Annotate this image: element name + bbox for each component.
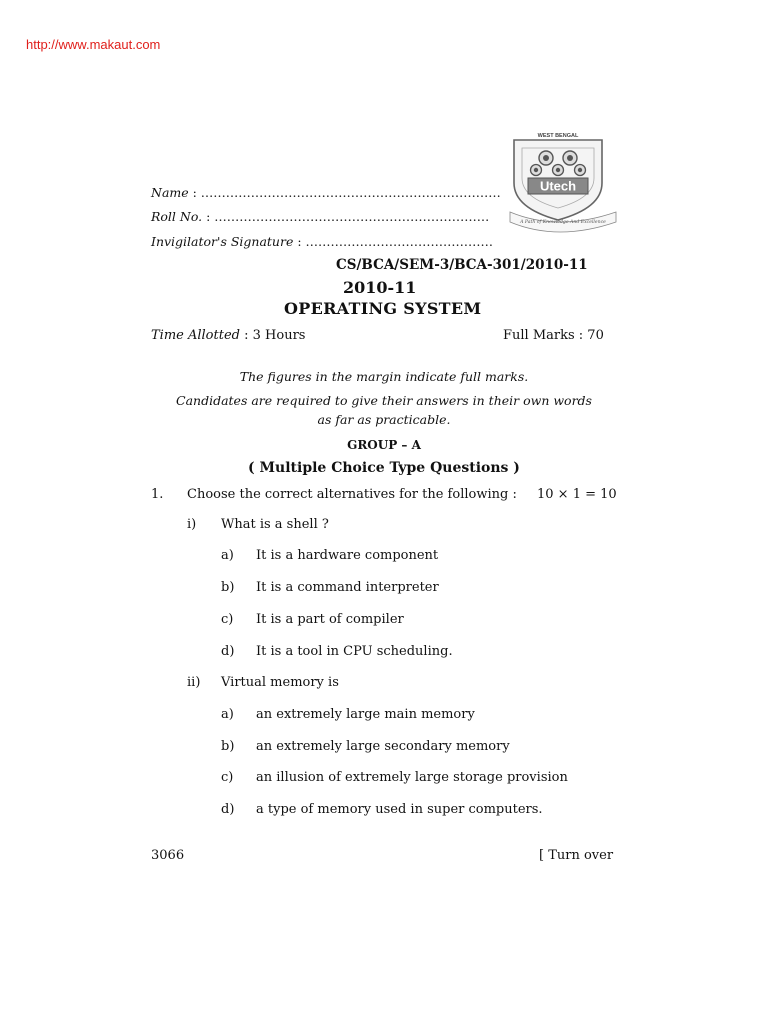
- full-marks: Full Marks : 70: [503, 328, 604, 343]
- time-allotted: [151, 328, 305, 343]
- name-label: Name: [151, 185, 189, 200]
- question-text: Choose the correct alternatives for the following :: [187, 487, 517, 502]
- subquestion-text: Virtual memory is: [221, 675, 339, 690]
- question-marks: 10 × 1 = 10: [537, 487, 617, 502]
- invigilator-signature-blank: : ………………………………………: [297, 234, 494, 249]
- time-allotted-label: Time Allotted: [151, 328, 240, 343]
- option-text: It is a command interpreter: [256, 580, 439, 595]
- invigilator-signature-label: Invigilator's Signature: [151, 234, 294, 249]
- option-key: c): [221, 612, 234, 627]
- option-key: c): [221, 770, 234, 785]
- exam-year: 2010-11: [343, 278, 417, 297]
- option-key: d): [221, 644, 235, 659]
- logo-top-text-1: WEST BENGAL: [537, 133, 579, 139]
- option-text: an illusion of extremely large storage provision: [256, 770, 568, 785]
- option-text: an extremely large main memory: [256, 707, 475, 722]
- subject-title: OPERATING SYSTEM: [284, 299, 482, 318]
- instruction-line-1: The figures in the margin indicate full marks.: [239, 369, 529, 384]
- option-text: It is a tool in CPU scheduling.: [256, 644, 453, 659]
- roll-number-label: Roll No.: [151, 209, 203, 224]
- option-key: d): [221, 802, 235, 817]
- option-text: It is a part of compiler: [256, 612, 404, 627]
- roll-number-field: [151, 209, 489, 224]
- name-blank: : ………………………………………………………………: [192, 185, 501, 200]
- option-key: a): [221, 707, 234, 722]
- university-logo: [506, 128, 622, 233]
- option-text: a type of memory used in super computers.: [256, 802, 543, 817]
- group-subtitle: ( Multiple Choice Type Questions ): [248, 460, 520, 476]
- time-allotted-value: : 3 Hours: [244, 328, 306, 343]
- roll-number-blank: : …………………………………………………………: [206, 209, 490, 224]
- group-title: GROUP – A: [347, 438, 421, 452]
- option-key: b): [221, 739, 235, 754]
- utech-emblem-icon: [506, 128, 622, 233]
- logo-ribbon-text: A Path of Knowledge And Excellence: [520, 220, 606, 225]
- subquestion-roman: ii): [187, 675, 201, 690]
- option-key: b): [221, 580, 235, 595]
- source-url-link[interactable]: http://www.makaut.com: [26, 37, 161, 52]
- paper-code: CS/BCA/SEM-3/BCA-301/2010-11: [336, 257, 588, 273]
- option-text: It is a hardware component: [256, 548, 439, 563]
- subquestion-text: What is a shell ?: [221, 517, 329, 532]
- page-code: 3066: [151, 848, 185, 863]
- turn-over-note: [ Turn over: [539, 848, 614, 863]
- option-text: an extremely large secondary memory: [256, 739, 510, 754]
- instruction-line-2: Candidates are required to give their answers in their own words: [176, 393, 592, 408]
- question-number: 1.: [151, 487, 164, 502]
- instruction-line-3: as far as practicable.: [317, 412, 451, 427]
- subquestion-roman: i): [187, 517, 197, 532]
- name-field: [151, 185, 501, 200]
- option-key: a): [221, 548, 234, 563]
- logo-banner: Utech: [539, 178, 577, 194]
- invigilator-signature-field: [151, 234, 493, 249]
